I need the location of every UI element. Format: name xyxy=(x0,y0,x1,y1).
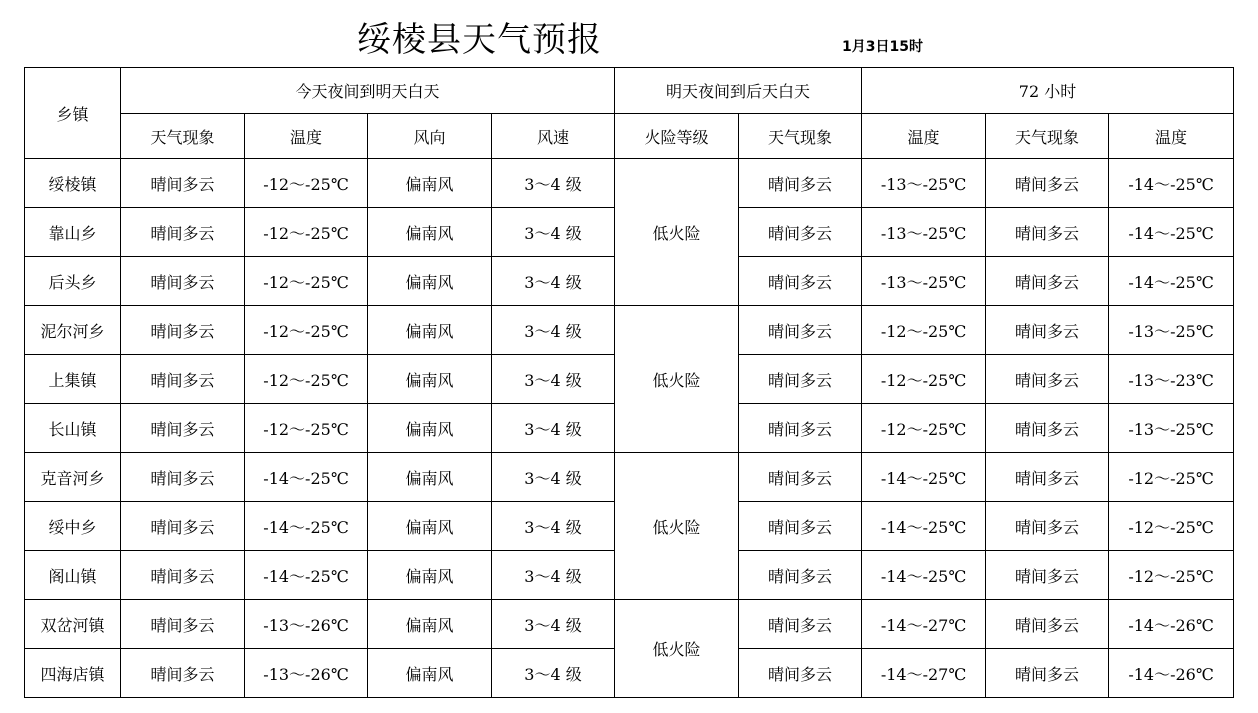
weather-cell: 晴间多云 xyxy=(121,257,245,306)
temp-cell: -14～-27℃ xyxy=(862,600,986,649)
town-name: 阁山镇 xyxy=(25,551,121,600)
table-row xyxy=(25,159,1234,208)
town-name: 后头乡 xyxy=(25,257,121,306)
wind-direction-cell: 偏南风 xyxy=(368,208,492,257)
wind-speed-cell: 3～4 级 xyxy=(492,208,615,257)
weather-cell: 晴间多云 xyxy=(739,404,862,453)
weather-cell: 晴间多云 xyxy=(739,502,862,551)
temp-cell: -12～-25℃ xyxy=(1109,453,1234,502)
header-town: 乡镇 xyxy=(25,68,121,159)
town-name: 四海店镇 xyxy=(25,649,121,698)
temp-cell: -13～-25℃ xyxy=(862,159,986,208)
weather-cell: 晴间多云 xyxy=(739,257,862,306)
weather-cell: 晴间多云 xyxy=(121,502,245,551)
weather-cell: 晴间多云 xyxy=(121,453,245,502)
weather-cell: 晴间多云 xyxy=(121,208,245,257)
fire-level-cell: 低火险 xyxy=(615,453,739,600)
weather-cell: 晴间多云 xyxy=(739,208,862,257)
weather-cell: 晴间多云 xyxy=(121,551,245,600)
wind-direction-cell: 偏南风 xyxy=(368,600,492,649)
header-group-tonight-tomorrow: 今天夜间到明天白天 xyxy=(121,68,615,114)
town-name: 泥尔河乡 xyxy=(25,306,121,355)
weather-cell: 晴间多云 xyxy=(986,649,1109,698)
temp-cell: -13～-25℃ xyxy=(862,208,986,257)
wind-direction-cell: 偏南风 xyxy=(368,453,492,502)
header-weather-1: 天气现象 xyxy=(121,114,245,159)
town-name: 绥中乡 xyxy=(25,502,121,551)
wind-speed-cell: 3～4 级 xyxy=(492,649,615,698)
temp-cell: -14～-26℃ xyxy=(1109,649,1234,698)
temp-cell: -13～-25℃ xyxy=(1109,306,1234,355)
temp-cell: -12～-25℃ xyxy=(245,306,368,355)
temp-cell: -12～-25℃ xyxy=(862,306,986,355)
temp-cell: -13～-23℃ xyxy=(1109,355,1234,404)
weather-cell: 晴间多云 xyxy=(121,355,245,404)
weather-cell: 晴间多云 xyxy=(121,600,245,649)
wind-direction-cell: 偏南风 xyxy=(368,355,492,404)
temp-cell: -12～-25℃ xyxy=(862,355,986,404)
temp-cell: -12～-25℃ xyxy=(245,208,368,257)
weather-cell: 晴间多云 xyxy=(986,257,1109,306)
weather-cell: 晴间多云 xyxy=(121,306,245,355)
temp-cell: -14～-25℃ xyxy=(862,502,986,551)
temp-cell: -14～-25℃ xyxy=(245,502,368,551)
temp-cell: -14～-25℃ xyxy=(1109,159,1234,208)
weather-cell: 晴间多云 xyxy=(986,306,1109,355)
header-group-72h: 72 小时 xyxy=(862,68,1234,114)
wind-speed-cell: 3～4 级 xyxy=(492,404,615,453)
wind-speed-cell: 3～4 级 xyxy=(492,600,615,649)
wind-speed-cell: 3～4 级 xyxy=(492,453,615,502)
temp-cell: -14～-25℃ xyxy=(862,453,986,502)
forecast-table xyxy=(24,67,1234,698)
weather-cell: 晴间多云 xyxy=(739,306,862,355)
header-fire-level: 火险等级 xyxy=(615,114,739,159)
weather-cell: 晴间多云 xyxy=(739,649,862,698)
header-weather-3: 天气现象 xyxy=(986,114,1109,159)
town-name: 上集镇 xyxy=(25,355,121,404)
page-title: 绥棱县天气预报 xyxy=(357,20,602,60)
town-name: 双岔河镇 xyxy=(25,600,121,649)
wind-direction-cell: 偏南风 xyxy=(368,502,492,551)
issue-time: 1月3日15时 xyxy=(842,39,923,55)
temp-cell: -14～-25℃ xyxy=(1109,208,1234,257)
temp-cell: -14～-25℃ xyxy=(245,453,368,502)
temp-cell: -14～-25℃ xyxy=(862,551,986,600)
town-name: 靠山乡 xyxy=(25,208,121,257)
wind-speed-cell: 3～4 级 xyxy=(492,306,615,355)
weather-cell: 晴间多云 xyxy=(986,159,1109,208)
wind-direction-cell: 偏南风 xyxy=(368,404,492,453)
fire-level-cell: 低火险 xyxy=(615,306,739,453)
wind-speed-cell: 3～4 级 xyxy=(492,159,615,208)
temp-cell: -12～-25℃ xyxy=(245,355,368,404)
header-weather-2: 天气现象 xyxy=(739,114,862,159)
temp-cell: -14～-25℃ xyxy=(1109,257,1234,306)
weather-cell: 晴间多云 xyxy=(121,159,245,208)
wind-direction-cell: 偏南风 xyxy=(368,257,492,306)
weather-cell: 晴间多云 xyxy=(986,355,1109,404)
header-wind-speed: 风速 xyxy=(492,114,615,159)
header-row-groups xyxy=(25,68,1234,114)
table-row xyxy=(25,306,1234,355)
weather-cell: 晴间多云 xyxy=(986,551,1109,600)
weather-cell: 晴间多云 xyxy=(986,600,1109,649)
weather-cell: 晴间多云 xyxy=(739,453,862,502)
temp-cell: -13～-26℃ xyxy=(245,649,368,698)
wind-speed-cell: 3～4 级 xyxy=(492,257,615,306)
temp-cell: -12～-25℃ xyxy=(862,404,986,453)
header-wind-direction: 风向 xyxy=(368,114,492,159)
weather-cell: 晴间多云 xyxy=(121,404,245,453)
temp-cell: -12～-25℃ xyxy=(1109,502,1234,551)
wind-speed-cell: 3～4 级 xyxy=(492,502,615,551)
temp-cell: -12～-25℃ xyxy=(245,404,368,453)
weather-cell: 晴间多云 xyxy=(739,600,862,649)
fire-level-cell: 低火险 xyxy=(615,600,739,698)
header-row-columns xyxy=(25,114,1234,159)
town-name: 克音河乡 xyxy=(25,453,121,502)
temp-cell: -12～-25℃ xyxy=(245,159,368,208)
temp-cell: -12～-25℃ xyxy=(1109,551,1234,600)
fire-level-cell: 低火险 xyxy=(615,159,739,306)
temp-cell: -12～-25℃ xyxy=(245,257,368,306)
wind-direction-cell: 偏南风 xyxy=(368,306,492,355)
weather-cell: 晴间多云 xyxy=(121,649,245,698)
weather-cell: 晴间多云 xyxy=(986,502,1109,551)
wind-direction-cell: 偏南风 xyxy=(368,159,492,208)
temp-cell: -13～-25℃ xyxy=(862,257,986,306)
weather-cell: 晴间多云 xyxy=(739,551,862,600)
weather-cell: 晴间多云 xyxy=(739,159,862,208)
weather-cell: 晴间多云 xyxy=(986,208,1109,257)
temp-cell: -14～-26℃ xyxy=(1109,600,1234,649)
wind-direction-cell: 偏南风 xyxy=(368,649,492,698)
weather-cell: 晴间多云 xyxy=(986,404,1109,453)
wind-speed-cell: 3～4 级 xyxy=(492,355,615,404)
header-temp-2: 温度 xyxy=(862,114,986,159)
wind-speed-cell: 3～4 级 xyxy=(492,551,615,600)
table-row xyxy=(25,453,1234,502)
temp-cell: -13～-25℃ xyxy=(1109,404,1234,453)
temp-cell: -14～-25℃ xyxy=(245,551,368,600)
header-temp-1: 温度 xyxy=(245,114,368,159)
weather-cell: 晴间多云 xyxy=(739,355,862,404)
header-temp-3: 温度 xyxy=(1109,114,1234,159)
header-group-tomorrow-night-dayafter: 明天夜间到后天白天 xyxy=(615,68,862,114)
table-row xyxy=(25,600,1234,649)
weather-cell: 晴间多云 xyxy=(986,453,1109,502)
temp-cell: -14～-27℃ xyxy=(862,649,986,698)
town-name: 长山镇 xyxy=(25,404,121,453)
town-name: 绥棱镇 xyxy=(25,159,121,208)
temp-cell: -13～-26℃ xyxy=(245,600,368,649)
wind-direction-cell: 偏南风 xyxy=(368,551,492,600)
